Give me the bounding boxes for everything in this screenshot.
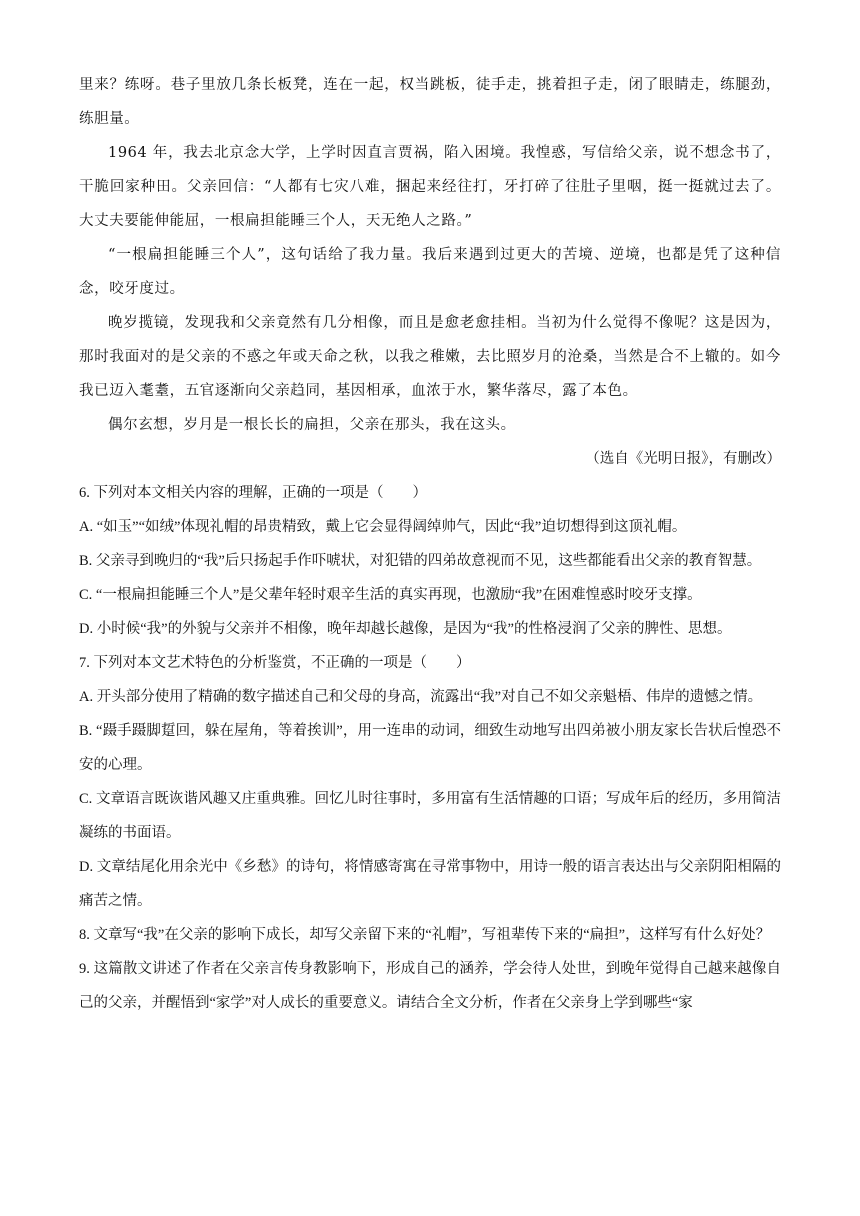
question-6-option-d: D. 小时候“我”的外貌与父亲并不相像，晚年却越长越像，是因为“我”的性格浸润了父亲的脾性、思想。 [79, 621, 732, 637]
question-7-stem: 7. 下列对本文艺术特色的分析鉴赏，不正确的一项是（ ） [79, 655, 471, 671]
essay-paragraph-continued: 里来？练呀。巷子里放几条长板凳，连在一起，权当跳板，徒手走，挑着担子走，闭了眼睛走，练腿劲，练胆量。 [79, 77, 781, 127]
question-9: 9. 这篇散文讲述了作者在父亲言传身教影响下，形成自己的涵养，学会待人处世，到晚年觉得自己越来越像自己的父亲，并醒悟到“家学”对人成长的重要意义。请结合全文分析，作者在父亲身上学到哪些“家 [79, 961, 781, 1011]
essay-paragraph-last: 偶尔玄想，岁月是一根长长的扁担，父亲在那头，我在这头。 [108, 417, 516, 433]
essay-paragraph-quote: “一根扁担能睡三个人”，这句话给了我力量。我后来遇到过更大的苦境、逆境，也都是凭了这种信念，咬牙度过。 [79, 247, 781, 297]
document-page [79, 0, 781, 1020]
essay-paragraph-mirror: 晚岁揽镜，发现我和父亲竟然有几分相像，而且是愈老愈挂相。当初为什么觉得不像呢？这是因为，那时我面对的是父亲的不惑之年或天命之秋，以我之稚嫩，去比照岁月的沧桑，当然是合不上辙的。如今我已迈入耄耋，五官逐渐向父亲趋同，基因相承，血浓于水，繁华落尽，露了本色。 [79, 315, 781, 399]
essay-paragraph-1964: 1964 年，我去北京念大学，上学时因直言贾祸，陷入困境。我惶惑，写信给父亲，说不想念书了，干脆回家种田。父亲回信：“人都有七灾八难，捆起来经往打，牙打碎了往肚子里咽，挺一挺就过去了。大丈夫要能伸能屈，一根扁担能睡三个人，天无绝人之路。” [79, 145, 781, 229]
question-6-option-c: C. “一根扁担能睡三个人”是父辈年轻时艰辛生活的真实再现，也激励“我”在困难惶惑时咬牙支撑。 [79, 587, 702, 603]
essay-source: （选自《光明日报》，有删改） [585, 451, 781, 467]
question-7-option-d: D. 文章结尾化用余光中《乡愁》的诗句，将情感寄寓在寻常事物中，用诗一般的语言表达出与父亲阴阳相隔的痛苦之情。 [79, 859, 781, 909]
question-8: 8. 文章写“我”在父亲的影响下成长，却写父亲留下来的“礼帽”，写祖辈传下来的“扁担”，这样写有什么好处？ [79, 927, 771, 943]
question-6-option-b: B. 父亲寻到晚归的“我”后只扬起手作吓唬状，对犯错的四弟故意视而不见，这些都能看出父亲的教育智慧。 [79, 553, 762, 569]
question-6-option-a: A. “如玉”“如绒”体现礼帽的昂贵精致，戴上它会显得阔绰帅气，因此“我”迫切想得到这顶礼帽。 [79, 519, 687, 535]
question-7-option-a: A. 开头部分使用了精确的数字描述自己和父母的身高，流露出“我”对自己不如父亲魁梧、伟岸的遗憾之情。 [79, 689, 763, 705]
question-7-option-c: C. 文章语言既诙谐风趣又庄重典雅。回忆儿时往事时，多用富有生活情趣的口语；写成年后的经历，多用简洁凝练的书面语。 [79, 791, 781, 841]
question-7-option-b: B. “蹑手蹑脚踅回，躲在屋角，等着挨训”，用一连串的动词，细致生动地写出四弟被小朋友家长告状后惶恐不安的心理。 [79, 723, 781, 773]
question-6-stem: 6. 下列对本文相关内容的理解，正确的一项是（ ） [79, 485, 427, 501]
